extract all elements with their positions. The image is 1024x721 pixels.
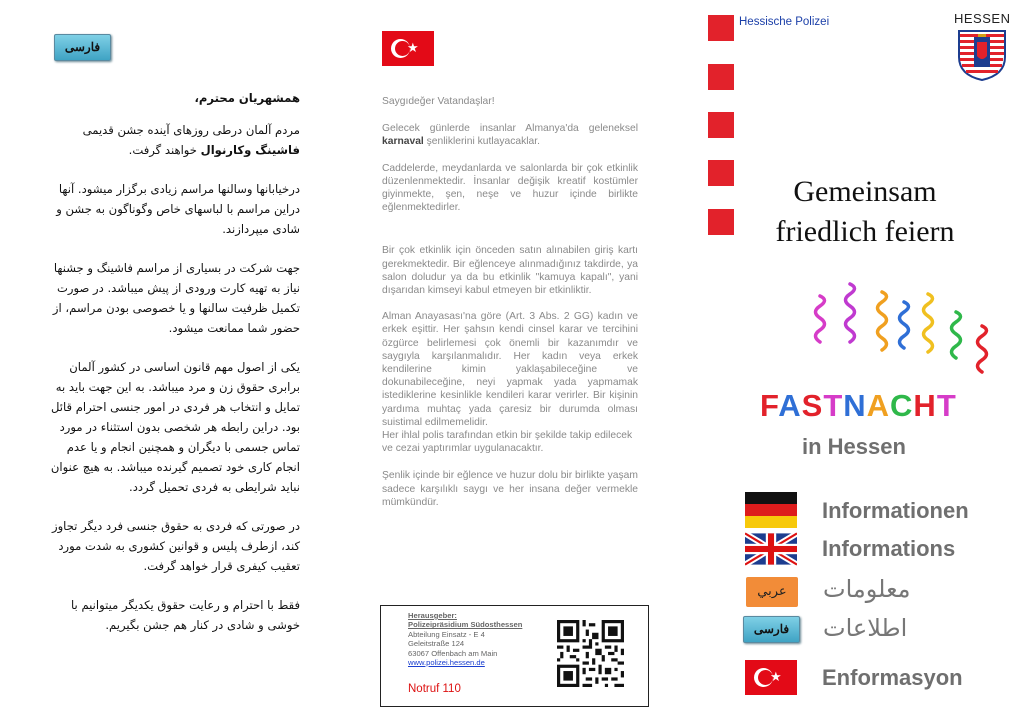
publisher-heading: Herausgeber:	[408, 611, 457, 620]
lang-tr-link[interactable]: Enformasyon	[822, 665, 963, 690]
emergency-number: Notruf 110	[408, 683, 461, 695]
decor-square-4	[708, 160, 734, 186]
fastnacht-letter-a: A	[778, 388, 802, 423]
state-label: HESSEN	[954, 11, 1011, 26]
lang-en-link[interactable]: Informations	[822, 536, 956, 561]
hessen-coat-of-arms-icon	[957, 29, 1007, 81]
decor-square-2	[708, 64, 734, 90]
publisher-box	[380, 605, 649, 707]
fastnacht-letter-t2: T	[936, 388, 957, 423]
farsi-paragraph-5: در صورتی که فردی به حقوق جنسی فرد دیگر تجاوز کند، ازطرف پلیس و قوانین کشوری به شدت مورد تعقیب کیفری قرار خواهد گرفت.	[51, 519, 300, 573]
farsi-language-button[interactable]: فارسی	[54, 34, 111, 61]
turkish-paragraph-5: Şenlik içinde bir eğlence ve huzur dolu bir birlikte yaşam sadece karşılıklı saygı ve her insana değer vermekle mümkündür.	[382, 470, 638, 508]
turkish-p1-text-end: şenliklerini kutlayacaklar.	[423, 136, 540, 148]
decor-square-1	[708, 15, 734, 41]
fastnacht-letter-t: T	[823, 388, 844, 423]
turkish-flag-small-icon[interactable]: ★	[745, 660, 797, 695]
uk-flag-icon[interactable]	[745, 532, 797, 566]
fastnacht-letter-n: N	[843, 388, 867, 423]
farsi-paragraph-4: یکی از اصول مهم قانون اساسی در کشور آلمان برابری حقوق زن و مرد میباشد. به این جهت باید به تمایل و انتخاب هر فردی در امور جنسی احترام قائل بود. دراین رابطه هر شخصی بدون استثناء در مورد تماس جسمی با دیگران و همچنین انجام و یا عدم انجام کاری خود تصمیم گیرنده میباشد. به هیچ عنوان نباید شرایطی به فردی تحمیل گردد.	[50, 360, 300, 494]
farsi-p1-bold: فاشینگ وکارنوال	[200, 143, 300, 157]
farsi-greeting: همشهریان محترم،	[194, 91, 300, 105]
arabic-language-button[interactable]: عربي	[746, 577, 798, 607]
fastnacht-letter-s: S	[801, 388, 824, 423]
decor-square-5	[708, 209, 734, 235]
farsi-paragraph-1	[40, 120, 300, 160]
fastnacht-letter-h: H	[913, 388, 937, 423]
turkish-text-block	[382, 95, 638, 522]
decor-square-3	[708, 112, 734, 138]
title-line-2: friedlich feiern	[775, 215, 955, 248]
turkish-paragraph-4: Alman Anayasası'na göre (Art. 3 Abs. 2 GG) kadın ve erkek eşittir. Her şahsın kendi cinsel karar ve tercihini özgürce belirlemesi çok önemli bir kazanımdır ve saygıyla karşılanmalıdır. Her kadın veya erkek kendilerine kimin yaklaşabileceğine ve dokunabileceğine, neyi yapmak yada yapmamak istediklerine kesinlikle kendileri karar verirler. Bir kişinin yardıma muhtaç yada çaresiz bir durumda olması suistimal edilmemelidir.	[382, 311, 638, 428]
turkish-flag-icon: ★	[382, 31, 434, 66]
farsi-p1-text: مردم آلمان درطی روزهای آینده جشن قدیمی	[82, 123, 300, 137]
farsi-paragraph-6: فقط با احترام و رعایت حقوق یکدیگر میتوانیم با خوشی و شادی در کنار هم جشن بگیریم.	[71, 598, 300, 632]
farsi-p1-text-end: خواهند گرفت.	[128, 143, 197, 157]
turkish-p1-bold: karnaval	[382, 136, 424, 148]
publisher-info	[408, 611, 558, 667]
turkish-paragraph-4b: Her ihlal polis tarafından etkin bir şekilde takip edilecek ve cezai yaptırımlar uygulanacaktır.	[382, 430, 633, 455]
title	[740, 172, 990, 252]
qr-code-icon[interactable]	[557, 620, 624, 687]
lang-de-link[interactable]: Informationen	[822, 498, 969, 523]
farsi-text-block	[40, 88, 300, 654]
lang-fa-link[interactable]: اطلاعات	[823, 614, 908, 642]
title-line-1: Gemeinsam	[793, 175, 937, 208]
german-flag-icon[interactable]	[745, 492, 797, 528]
fastnacht-letter-a2: A	[866, 388, 891, 423]
publisher-org: Polizeipräsidium Südosthessen	[408, 620, 523, 630]
subtitle: in Hessen	[802, 434, 906, 459]
fastnacht-wordmark	[760, 388, 957, 424]
farsi-language-button-small[interactable]: فارسی	[743, 616, 800, 643]
fastnacht-letter-c: C	[890, 388, 914, 423]
fastnacht-letter-f: F	[760, 388, 779, 423]
turkish-paragraph-2: Caddelerde, meydanlarda ve salonlarda bir çok etkinlik düzenlenmektedir. İnsanlar değişik kreatif kostümler giyinmekte, şen, neşe ve huzur içinde birlikte eğlenmektedirler.	[382, 162, 638, 214]
police-label: Hessische Polizei	[739, 16, 830, 28]
publisher-url-link[interactable]: www.polizei.hessen.de	[408, 658, 485, 668]
turkish-greeting: Saygıdeğer Vatandaşlar!	[382, 96, 495, 107]
farsi-paragraph-3: جهت شرکت در بسیاری از مراسم فاشینگ و جشنها نیاز به تهیه کارت ورودی از پیش میباشد. در صورت تکمیل ظرفیت سالنها و یا خصوصی بودن مراسم، از حضور شما ممانعت میشود.	[52, 261, 300, 335]
lang-ar-link[interactable]: معلومات	[823, 575, 911, 603]
streamers-icon	[808, 278, 994, 383]
farsi-paragraph-2: درخیابانها وسالنها مراسم زیادی برگزار میشود. آنها دراین مراسم با لباسهای خاص وگوناگون به جشن و شادی میپردازند.	[56, 182, 300, 236]
turkish-paragraph-1	[382, 122, 638, 148]
turkish-paragraph-3: Bir çok etkinlik için önceden satın alınabilen giriş kartı gerekmektedir. Bir eğlenceye alınmadığınız takdirde, ya salon doludur ya da bu etkinlik "kamuya kapalı", yani dışarıdan kimseyi kabul etmeyen bir etkinliktir.	[382, 245, 638, 297]
publisher-dept: Abteilung Einsatz - E 4	[408, 629, 485, 639]
publisher-city: 63067 Offenbach am Main	[408, 648, 498, 658]
publisher-street: Geleitstraße 124	[408, 639, 465, 649]
turkish-p1-text: Gelecek günlerde insanlar Almanya'da geleneksel	[382, 123, 638, 135]
